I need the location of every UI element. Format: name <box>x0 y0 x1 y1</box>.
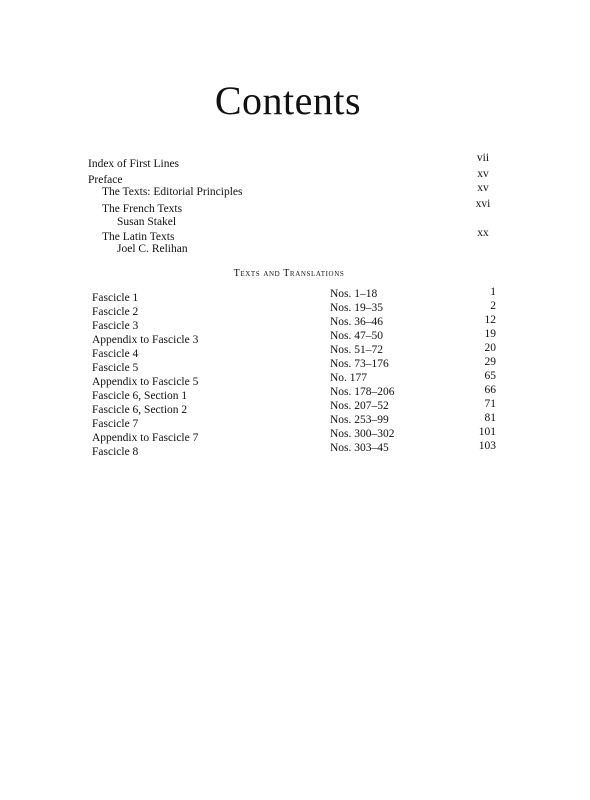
toc-entry-numbers: Nos. 303–45 <box>330 442 389 454</box>
toc-entry-title: Fascicle 3 <box>92 320 139 332</box>
toc-row[interactable] <box>0 314 590 334</box>
toc-row[interactable] <box>0 412 590 432</box>
toc-page-number: 1 <box>490 286 496 298</box>
toc-page-number: 2 <box>490 300 496 312</box>
toc-entry-numbers: Nos. 19–35 <box>330 302 384 314</box>
toc-entry-title: Appendix to Fascicle 7 <box>92 432 199 444</box>
toc-row[interactable] <box>0 440 590 460</box>
toc-row[interactable] <box>0 370 590 390</box>
toc-row[interactable] <box>0 286 590 306</box>
toc-row[interactable] <box>0 300 590 320</box>
toc-row[interactable] <box>0 398 590 418</box>
toc-page-number: 19 <box>484 328 496 340</box>
toc-item-preface[interactable]: Preface <box>88 174 123 186</box>
toc-page-number: 81 <box>484 412 496 424</box>
toc-item-french-texts[interactable]: The French Texts <box>102 203 183 215</box>
toc-page-number: xx <box>477 227 489 239</box>
toc-entry-title: Fascicle 1 <box>92 292 139 304</box>
toc-entry-numbers: Nos. 253–99 <box>330 414 389 426</box>
toc-page-number: xv <box>477 168 489 180</box>
page-title: Contents <box>214 77 362 123</box>
toc-entry-numbers: Nos. 300–302 <box>330 428 395 440</box>
toc-page-number: 71 <box>484 398 496 410</box>
toc-entry-numbers: Nos. 73–176 <box>330 358 389 370</box>
toc-entry-title: Fascicle 8 <box>92 446 139 458</box>
toc-row[interactable] <box>0 384 590 404</box>
toc-entry-numbers: Nos. 47–50 <box>330 330 384 342</box>
toc-page-number: 12 <box>484 314 496 326</box>
toc-page-number: xvi <box>475 198 491 210</box>
toc-page-number: vii <box>476 152 490 164</box>
toc-item-index-of-first-lines[interactable]: Index of First Lines <box>88 158 180 170</box>
section-heading: Texts and Translations <box>233 268 345 279</box>
toc-row[interactable] <box>0 356 590 376</box>
toc-entry-title: Fascicle 6, Section 2 <box>92 404 188 416</box>
toc-item-latin-texts[interactable]: The Latin Texts <box>102 231 175 243</box>
toc-entry-numbers: Nos. 1–18 <box>330 288 378 300</box>
toc-entry-numbers: No. 177 <box>330 372 368 384</box>
toc-item-author: Susan Stakel <box>117 216 177 228</box>
toc-entry-title: Appendix to Fascicle 5 <box>92 376 199 388</box>
toc-entry-title: Fascicle 6, Section 1 <box>92 390 188 402</box>
toc-page-number: 103 <box>478 440 496 452</box>
toc-entry-title: Fascicle 7 <box>92 418 139 430</box>
toc-item-editorial-principles[interactable]: The Texts: Editorial Principles <box>102 186 243 198</box>
toc-entry-numbers: Nos. 51–72 <box>330 344 384 356</box>
toc-row[interactable] <box>0 426 590 446</box>
toc-entry-title: Appendix to Fascicle 3 <box>92 334 199 346</box>
toc-entry-title: Fascicle 5 <box>92 362 139 374</box>
toc-item-author: Joel C. Relihan <box>117 243 188 255</box>
toc-page-number: 29 <box>484 356 496 368</box>
toc-page-number: xv <box>477 182 489 194</box>
toc-page-number: 101 <box>478 426 496 438</box>
toc-entry-numbers: Nos. 36–46 <box>330 316 384 328</box>
toc-page-number: 65 <box>484 370 496 382</box>
toc-entry-numbers: Nos. 178–206 <box>330 386 395 398</box>
toc-page-number: 20 <box>484 342 496 354</box>
toc-entry-numbers: Nos. 207–52 <box>330 400 389 412</box>
toc-row[interactable] <box>0 328 590 348</box>
toc-entry-title: Fascicle 4 <box>92 348 139 360</box>
toc-row[interactable] <box>0 342 590 362</box>
toc-page-number: 66 <box>484 384 496 396</box>
toc-entry-title: Fascicle 2 <box>92 306 139 318</box>
